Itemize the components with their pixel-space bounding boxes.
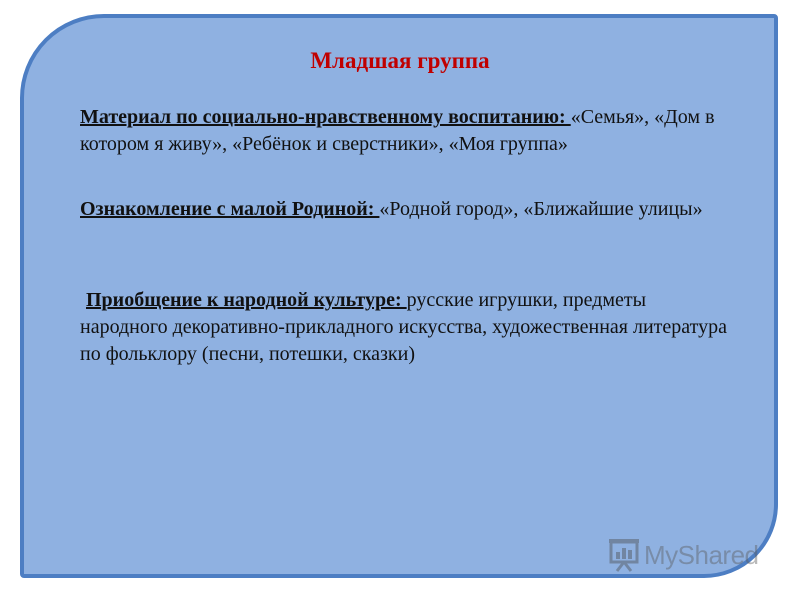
paragraph-folk-culture xyxy=(80,287,730,368)
paragraph-heading: Материал по социально-нравственному воспитанию: xyxy=(80,106,571,128)
paragraph-text: «Родной город», «Ближайшие улицы» xyxy=(379,198,703,220)
presentation-screen-icon xyxy=(608,538,640,572)
slide-title: Младшая группа xyxy=(310,48,490,73)
watermark xyxy=(608,537,759,573)
paragraph-small-homeland xyxy=(80,196,730,223)
paragraph-text: «Семья», «Дом в котором я живу», «Ребёнок и сверстники», «Моя группа» xyxy=(80,106,715,155)
paragraph-social-moral xyxy=(80,104,730,158)
paragraph-text: русские игрушки, предметы народного декоративно-прикладного искусства, художественная литература по фольклору (песни, потешки, сказки) xyxy=(80,289,727,365)
watermark-text: MyShared xyxy=(644,539,759,570)
paragraph-heading: Приобщение к народной культуре: xyxy=(86,289,407,311)
paragraph-heading: Ознакомление с малой Родиной: xyxy=(80,198,380,220)
